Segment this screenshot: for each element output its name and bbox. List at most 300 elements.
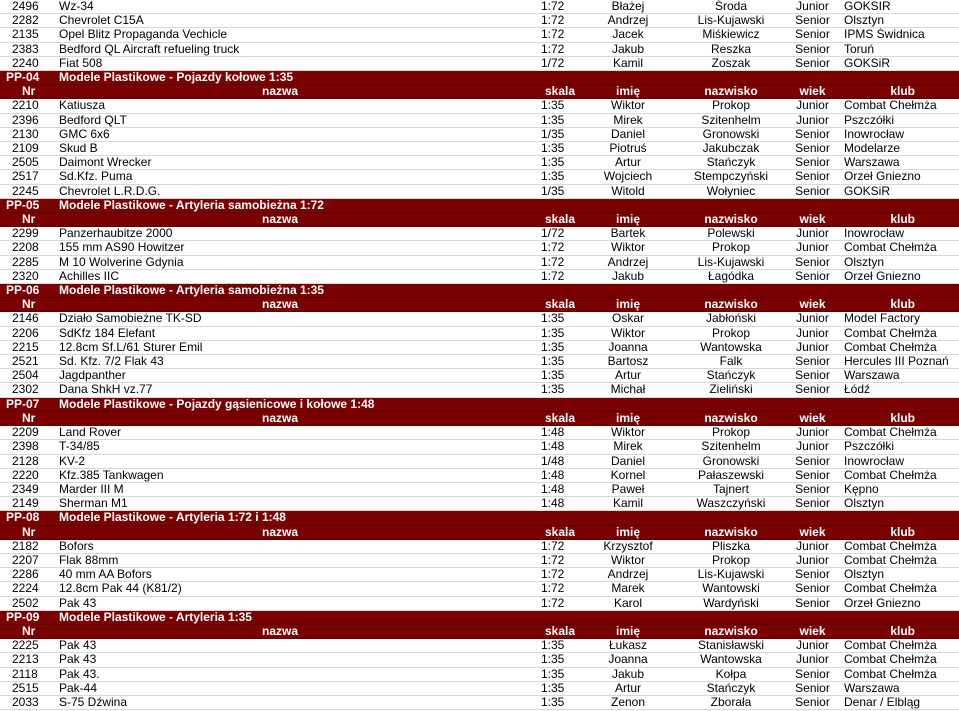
entry-number-cell: 2033 [0, 695, 55, 709]
first-name-cell: Witold [581, 184, 675, 198]
club-cell: Orzeł Gniezno [838, 170, 959, 184]
age-category-cell: Senior [787, 667, 838, 681]
scale-cell: 1:35 [505, 312, 581, 326]
last-name-cell: Prokop [675, 241, 787, 255]
scale-cell: 1:72 [505, 568, 581, 582]
column-header-last-name: nazwisko [675, 298, 787, 312]
age-category-cell: Senior [787, 695, 838, 709]
table-row [0, 269, 959, 283]
scale-cell: 1:35 [505, 383, 581, 397]
table-row [0, 454, 959, 468]
first-name-cell: Mirek [581, 113, 675, 127]
category-title: Modele Plastikowe - Artyleria 1:35 [55, 610, 959, 624]
age-category-cell: Senior [787, 184, 838, 198]
table-row [0, 596, 959, 610]
column-header-club: klub [838, 525, 959, 539]
column-header-club: klub [838, 298, 959, 312]
last-name-cell: Prokop [675, 326, 787, 340]
entry-number-cell: 2109 [0, 142, 55, 156]
age-category-cell: Senior [787, 42, 838, 56]
age-category-cell: Junior [787, 113, 838, 127]
entry-number-cell: 2302 [0, 383, 55, 397]
last-name-cell: Szitenhelm [675, 113, 787, 127]
model-name-cell: Pak 43. [55, 667, 505, 681]
category-code: PP-07 [0, 397, 55, 411]
first-name-cell: Wiktor [581, 241, 675, 255]
club-cell: Inowrocław [838, 227, 959, 241]
entry-number-cell: 2224 [0, 582, 55, 596]
first-name-cell: Marek [581, 582, 675, 596]
last-name-cell: Prokop [675, 426, 787, 440]
entry-number-cell: 2245 [0, 184, 55, 198]
last-name-cell: Zoszak [675, 56, 787, 70]
first-name-cell: Andrzej [581, 568, 675, 582]
last-name-cell: Tajnert [675, 482, 787, 496]
club-cell: Combat Chełmża [838, 340, 959, 354]
scale-cell: 1:72 [505, 582, 581, 596]
age-category-cell: Junior [787, 539, 838, 553]
column-header-first-name: imię [581, 85, 675, 99]
entry-number-cell: 2496 [0, 0, 55, 14]
table-row [0, 639, 959, 653]
last-name-cell: Polewski [675, 227, 787, 241]
entry-number-cell: 2285 [0, 255, 55, 269]
first-name-cell: Wojciech [581, 170, 675, 184]
category-header-row [0, 198, 959, 212]
column-header-model-name: nazwa [55, 85, 505, 99]
table-row [0, 156, 959, 170]
last-name-cell: Stańczyk [675, 681, 787, 695]
age-category-cell: Senior [787, 568, 838, 582]
last-name-cell: Gronowski [675, 454, 787, 468]
model-name-cell: Marder III M [55, 482, 505, 496]
scale-cell: 1:72 [505, 28, 581, 42]
club-cell: Olsztyn [838, 14, 959, 28]
table-row [0, 0, 959, 14]
age-category-cell: Junior [787, 241, 838, 255]
last-name-cell: Wantowska [675, 653, 787, 667]
column-header-club: klub [838, 85, 959, 99]
model-name-cell: Bedford QLT [55, 113, 505, 127]
table-row [0, 653, 959, 667]
entry-number-cell: 2130 [0, 127, 55, 141]
scale-cell: 1:35 [505, 681, 581, 695]
club-cell: Pszczółki [838, 440, 959, 454]
entry-number-cell: 2207 [0, 553, 55, 567]
last-name-cell: Miśkiewicz [675, 28, 787, 42]
category-title: Modele Plastikowe - Artyleria 1:72 i 1:48 [55, 511, 959, 525]
category-header-row [0, 397, 959, 411]
model-name-cell: Wz-34 [55, 0, 505, 14]
column-header-first-name: imię [581, 213, 675, 227]
club-cell: Combat Chełmża [838, 539, 959, 553]
scale-cell: 1:35 [505, 142, 581, 156]
scale-cell: 1:72 [505, 241, 581, 255]
model-name-cell: Pak 43 [55, 639, 505, 653]
scale-cell: 1/72 [505, 227, 581, 241]
scale-cell: 1/35 [505, 184, 581, 198]
entry-number-cell: 2502 [0, 596, 55, 610]
last-name-cell: Pliszka [675, 539, 787, 553]
column-header-entry-number: Nr [0, 525, 55, 539]
column-header-scale: skala [505, 85, 581, 99]
model-name-cell: Dana ShkH vz.77 [55, 383, 505, 397]
last-name-cell: Lis-Kujawski [675, 14, 787, 28]
scale-cell: 1:48 [505, 426, 581, 440]
scale-cell: 1:35 [505, 695, 581, 709]
category-title: Modele Plastikowe - Pojazdy gąsienicowe i kołowe 1:48 [55, 397, 959, 411]
entry-number-cell: 2286 [0, 568, 55, 582]
first-name-cell: Jacek [581, 28, 675, 42]
table-row [0, 142, 959, 156]
column-header-first-name: imię [581, 298, 675, 312]
first-name-cell: Joanna [581, 340, 675, 354]
model-name-cell: 155 mm AS90 Howitzer [55, 241, 505, 255]
entry-number-cell: 2299 [0, 227, 55, 241]
entry-number-cell: 2521 [0, 355, 55, 369]
scale-cell: 1:48 [505, 440, 581, 454]
last-name-cell: Kołpa [675, 667, 787, 681]
column-header-club: klub [838, 411, 959, 425]
column-header-age-category: wiek [787, 85, 838, 99]
first-name-cell: Błażej [581, 0, 675, 14]
entry-number-cell: 2118 [0, 667, 55, 681]
first-name-cell: Łukasz [581, 639, 675, 653]
scale-cell: 1:72 [505, 14, 581, 28]
column-header-first-name: imię [581, 624, 675, 638]
model-name-cell: Działo Samobieżne TK-SD [55, 312, 505, 326]
age-category-cell: Senior [787, 170, 838, 184]
scale-cell: 1:72 [505, 42, 581, 56]
age-category-cell: Senior [787, 482, 838, 496]
category-title: Modele Plastikowe - Artyleria samobieżna 1:72 [55, 198, 959, 212]
category-code: PP-06 [0, 284, 55, 298]
club-cell: Denar / Elbląg [838, 695, 959, 709]
first-name-cell: Jakub [581, 667, 675, 681]
entry-number-cell: 2320 [0, 269, 55, 283]
model-name-cell: M 10 Wolverine Gdynia [55, 255, 505, 269]
model-name-cell: Flak 88mm [55, 553, 505, 567]
column-header-entry-number: Nr [0, 411, 55, 425]
model-name-cell: 40 mm AA Bofors [55, 568, 505, 582]
table-row [0, 369, 959, 383]
column-header-entry-number: Nr [0, 624, 55, 638]
first-name-cell: Zenon [581, 695, 675, 709]
last-name-cell: Jakubczak [675, 142, 787, 156]
first-name-cell: Krzysztof [581, 539, 675, 553]
last-name-cell: Zieliński [675, 383, 787, 397]
scale-cell: 1:35 [505, 355, 581, 369]
scale-cell: 1/35 [505, 127, 581, 141]
column-header-row [0, 298, 959, 312]
club-cell: Combat Chełmża [838, 653, 959, 667]
column-header-scale: skala [505, 298, 581, 312]
column-header-first-name: imię [581, 411, 675, 425]
entry-number-cell: 2282 [0, 14, 55, 28]
last-name-cell: Pałaszewski [675, 468, 787, 482]
column-header-model-name: nazwa [55, 298, 505, 312]
table-row [0, 127, 959, 141]
entry-number-cell: 2146 [0, 312, 55, 326]
scale-cell: 1:72 [505, 596, 581, 610]
column-header-scale: skala [505, 525, 581, 539]
age-category-cell: Senior [787, 383, 838, 397]
club-cell: Combat Chełmża [838, 667, 959, 681]
age-category-cell: Senior [787, 497, 838, 511]
table-row [0, 426, 959, 440]
table-row [0, 184, 959, 198]
table-row [0, 56, 959, 70]
entry-number-cell: 2215 [0, 340, 55, 354]
model-name-cell: Opel Blitz Propaganda Vechicle [55, 28, 505, 42]
column-header-entry-number: Nr [0, 85, 55, 99]
entry-number-cell: 2504 [0, 369, 55, 383]
scale-cell: 1:72 [505, 0, 581, 14]
column-header-age-category: wiek [787, 624, 838, 638]
club-cell: Combat Chełmża [838, 639, 959, 653]
table-row [0, 355, 959, 369]
first-name-cell: Wiktor [581, 99, 675, 113]
age-category-cell: Senior [787, 369, 838, 383]
last-name-cell: Lis-Kujawski [675, 568, 787, 582]
club-cell: Combat Chełmża [838, 241, 959, 255]
entry-number-cell: 2220 [0, 468, 55, 482]
model-name-cell: Sd. Kfz. 7/2 Flak 43 [55, 355, 505, 369]
model-name-cell: Achilles IIC [55, 269, 505, 283]
model-name-cell: Land Rover [55, 426, 505, 440]
column-header-entry-number: Nr [0, 298, 55, 312]
model-name-cell: Fiat 508 [55, 56, 505, 70]
last-name-cell: Stanisławski [675, 639, 787, 653]
club-cell: Combat Chełmża [838, 326, 959, 340]
column-header-scale: skala [505, 213, 581, 227]
last-name-cell: Stańczyk [675, 369, 787, 383]
age-category-cell: Junior [787, 639, 838, 653]
entry-number-cell: 2383 [0, 42, 55, 56]
column-header-model-name: nazwa [55, 411, 505, 425]
age-category-cell: Junior [787, 653, 838, 667]
scale-cell: 1:72 [505, 255, 581, 269]
entry-number-cell: 2206 [0, 326, 55, 340]
table-row [0, 241, 959, 255]
table-row [0, 113, 959, 127]
club-cell: Combat Chełmża [838, 426, 959, 440]
model-name-cell: Panzerhaubitze 2000 [55, 227, 505, 241]
first-name-cell: Artur [581, 156, 675, 170]
club-cell: Łódź [838, 383, 959, 397]
club-cell: Inowrocław [838, 127, 959, 141]
age-category-cell: Junior [787, 0, 838, 14]
first-name-cell: Daniel [581, 454, 675, 468]
model-name-cell: SdKfz 184 Elefant [55, 326, 505, 340]
last-name-cell: Wantowska [675, 340, 787, 354]
last-name-cell: Szitenhelm [675, 440, 787, 454]
first-name-cell: Daniel [581, 127, 675, 141]
club-cell: GOKSiR [838, 56, 959, 70]
first-name-cell: Bartosz [581, 355, 675, 369]
age-category-cell: Junior [787, 312, 838, 326]
club-cell: Inowrocław [838, 454, 959, 468]
entry-number-cell: 2517 [0, 170, 55, 184]
scale-cell: 1:48 [505, 482, 581, 496]
scale-cell: 1/72 [505, 56, 581, 70]
club-cell: Warszawa [838, 156, 959, 170]
entry-number-cell: 2210 [0, 99, 55, 113]
club-cell: Combat Chełmża [838, 553, 959, 567]
column-header-row [0, 624, 959, 638]
table-row [0, 340, 959, 354]
table-row [0, 553, 959, 567]
club-cell: Olsztyn [838, 255, 959, 269]
model-name-cell: Bedford QL Aircraft refueling truck [55, 42, 505, 56]
column-header-model-name: nazwa [55, 624, 505, 638]
table-row [0, 14, 959, 28]
model-name-cell: Katiusza [55, 99, 505, 113]
first-name-cell: Kamil [581, 497, 675, 511]
age-category-cell: Senior [787, 142, 838, 156]
table-row [0, 482, 959, 496]
model-name-cell: Sherman M1 [55, 497, 505, 511]
scale-cell: 1:48 [505, 468, 581, 482]
table-row [0, 28, 959, 42]
club-cell: Model Factory [838, 312, 959, 326]
age-category-cell: Senior [787, 56, 838, 70]
first-name-cell: Wiktor [581, 426, 675, 440]
last-name-cell: Stańczyk [675, 156, 787, 170]
age-category-cell: Junior [787, 426, 838, 440]
category-header-row [0, 511, 959, 525]
last-name-cell: Wołyniec [675, 184, 787, 198]
table-row [0, 695, 959, 709]
model-name-cell: Bofors [55, 539, 505, 553]
category-code: PP-09 [0, 610, 55, 624]
category-title: Modele Plastikowe - Artyleria samobieżna 1:35 [55, 284, 959, 298]
table-row [0, 42, 959, 56]
category-title: Modele Plastikowe - Pojazdy kołowe 1:35 [55, 71, 959, 85]
table-row [0, 383, 959, 397]
table-row [0, 582, 959, 596]
club-cell: Orzeł Gniezno [838, 596, 959, 610]
scale-cell: 1:35 [505, 326, 581, 340]
scale-cell: 1:72 [505, 269, 581, 283]
first-name-cell: Bartek [581, 227, 675, 241]
last-name-cell: Prokop [675, 99, 787, 113]
age-category-cell: Senior [787, 28, 838, 42]
age-category-cell: Senior [787, 454, 838, 468]
model-name-cell: Pak 43 [55, 653, 505, 667]
column-header-age-category: wiek [787, 213, 838, 227]
column-header-model-name: nazwa [55, 525, 505, 539]
table-row [0, 326, 959, 340]
club-cell: Hercules III Poznań [838, 355, 959, 369]
model-name-cell: Chevrolet C15A [55, 14, 505, 28]
first-name-cell: Michał [581, 383, 675, 397]
age-category-cell: Senior [787, 269, 838, 283]
category-code: PP-05 [0, 198, 55, 212]
entry-number-cell: 2240 [0, 56, 55, 70]
model-name-cell: Skud B [55, 142, 505, 156]
column-header-last-name: nazwisko [675, 411, 787, 425]
age-category-cell: Senior [787, 355, 838, 369]
age-category-cell: Senior [787, 255, 838, 269]
first-name-cell: Paweł [581, 482, 675, 496]
club-cell: Olsztyn [838, 497, 959, 511]
model-name-cell: Jagdpanther [55, 369, 505, 383]
first-name-cell: Andrzej [581, 14, 675, 28]
model-name-cell: T-34/85 [55, 440, 505, 454]
age-category-cell: Senior [787, 582, 838, 596]
table-row [0, 312, 959, 326]
column-header-age-category: wiek [787, 298, 838, 312]
age-category-cell: Senior [787, 14, 838, 28]
column-header-last-name: nazwisko [675, 213, 787, 227]
model-name-cell: 12.8cm Pak 44 (K81/2) [55, 582, 505, 596]
entry-number-cell: 2225 [0, 639, 55, 653]
table-row [0, 227, 959, 241]
last-name-cell: Prokop [675, 553, 787, 567]
last-name-cell: Jabłoński [675, 312, 787, 326]
scale-cell: 1/48 [505, 454, 581, 468]
entry-number-cell: 2208 [0, 241, 55, 255]
column-header-row [0, 525, 959, 539]
club-cell: Orzeł Gniezno [838, 269, 959, 283]
club-cell: Warszawa [838, 369, 959, 383]
first-name-cell: Joanna [581, 653, 675, 667]
scale-cell: 1:35 [505, 113, 581, 127]
last-name-cell: Reszka [675, 42, 787, 56]
table-row [0, 568, 959, 582]
first-name-cell: Andrzej [581, 255, 675, 269]
entry-number-cell: 2209 [0, 426, 55, 440]
last-name-cell: Łagódka [675, 269, 787, 283]
column-header-row [0, 85, 959, 99]
entry-number-cell: 2213 [0, 653, 55, 667]
category-header-row [0, 284, 959, 298]
table-row [0, 497, 959, 511]
scale-cell: 1:72 [505, 539, 581, 553]
model-name-cell: S-75 Dźwina [55, 695, 505, 709]
last-name-cell: Gronowski [675, 127, 787, 141]
scale-cell: 1:35 [505, 639, 581, 653]
column-header-model-name: nazwa [55, 213, 505, 227]
table-row [0, 170, 959, 184]
scale-cell: 1:35 [505, 653, 581, 667]
entry-number-cell: 2515 [0, 681, 55, 695]
table-row [0, 539, 959, 553]
column-header-last-name: nazwisko [675, 85, 787, 99]
club-cell: Combat Chełmża [838, 468, 959, 482]
first-name-cell: Wiktor [581, 553, 675, 567]
entry-number-cell: 2396 [0, 113, 55, 127]
model-name-cell: Kfz.385 Tankwagen [55, 468, 505, 482]
age-category-cell: Junior [787, 99, 838, 113]
category-code: PP-04 [0, 71, 55, 85]
club-cell: IPMS Świdnica [838, 28, 959, 42]
club-cell: Pszczółki [838, 113, 959, 127]
first-name-cell: Jakub [581, 269, 675, 283]
model-name-cell: GMC 6x6 [55, 127, 505, 141]
first-name-cell: Oskar [581, 312, 675, 326]
model-name-cell: Pak-44 [55, 681, 505, 695]
scale-cell: 1:35 [505, 99, 581, 113]
column-header-club: klub [838, 213, 959, 227]
first-name-cell: Wiktor [581, 326, 675, 340]
scale-cell: 1:35 [505, 369, 581, 383]
model-name-cell: Sd.Kfz. Puma [55, 170, 505, 184]
column-header-scale: skala [505, 411, 581, 425]
column-header-age-category: wiek [787, 411, 838, 425]
scale-cell: 1:48 [505, 497, 581, 511]
